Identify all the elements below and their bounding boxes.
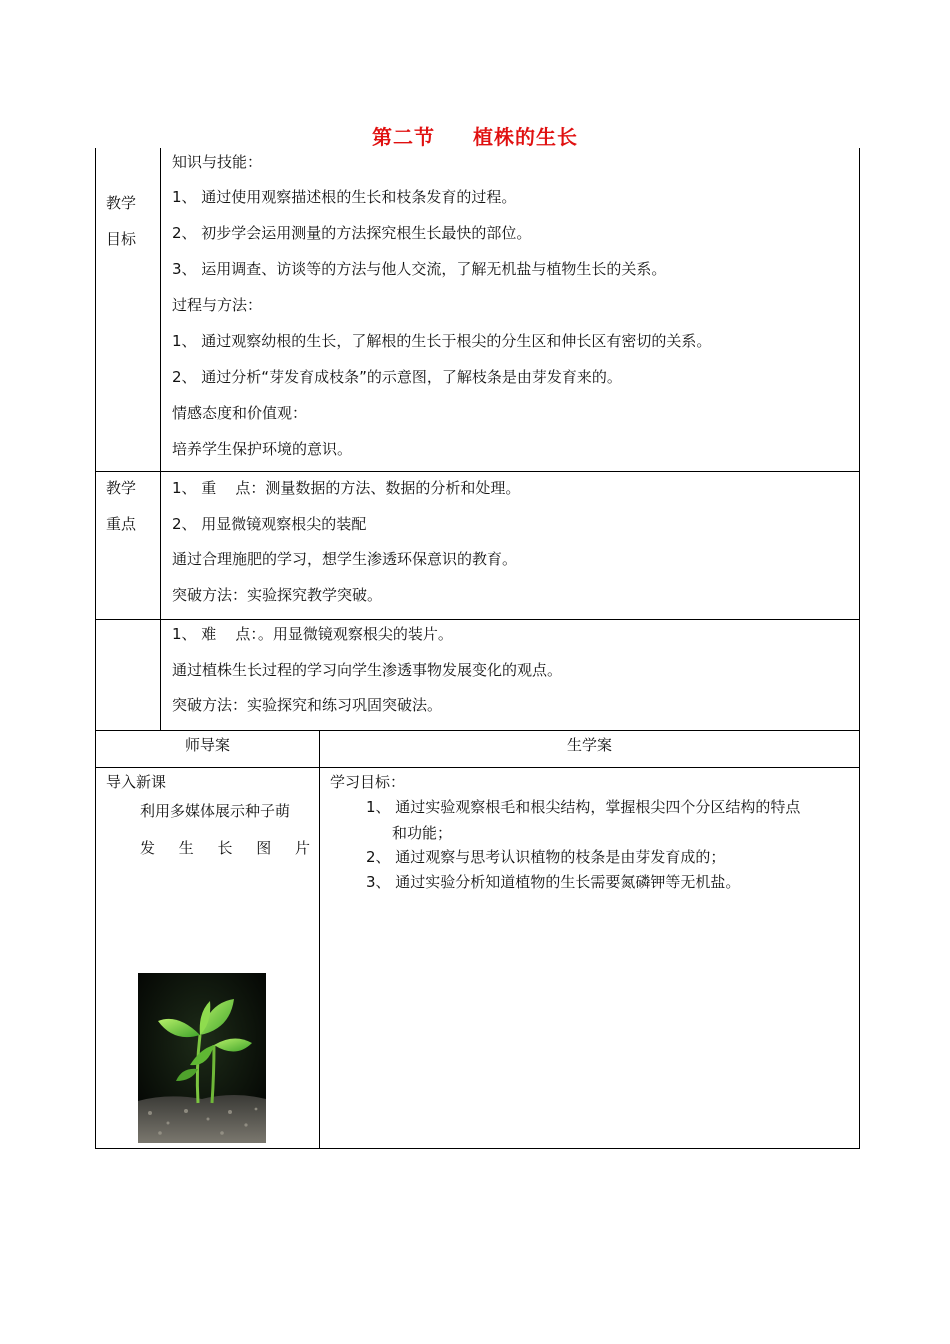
key-points-label-1: 教学 (106, 479, 137, 497)
teacher-text-char: 生 (178, 839, 194, 857)
objectives-label-1: 教学 (106, 194, 137, 212)
objectives-line: 培养学生保护环境的意识。 (172, 440, 353, 458)
key-points-line: 2、 用显微镜观察根尖的装配 (172, 515, 367, 533)
key-points-label-2: 重点 (106, 515, 137, 533)
bottom-column-divider (319, 730, 320, 1149)
objectives-line: 3、 运用调查、访谈等的方法与他人交流，了解无机盐与植物生长的关系。 (172, 260, 667, 278)
table-border-bottom (95, 1148, 860, 1149)
seedling-image (138, 973, 266, 1143)
teacher-text-char: 长 (217, 839, 233, 857)
table-border-right (859, 148, 860, 1149)
teacher-column-header: 师导案 (184, 736, 230, 754)
teacher-text-char: 图 (256, 839, 272, 857)
objectives-line: 2、 通过分析“芽发育成枝条”的示意图，了解枝条是由芽发育来的。 (172, 368, 622, 386)
student-goal-2: 2、 通过观察与思考认识植物的枝条是由芽发育成的； (366, 848, 726, 866)
teacher-text-line2 (140, 838, 310, 858)
title-section: 第二节 (372, 125, 435, 149)
key-points-line: 通过合理施肥的学习，想学生渗透环保意识的教育。 (172, 550, 518, 568)
teacher-text-line1: 利用多媒体展示种子萌 (140, 802, 291, 820)
difficulties-line: 通过植株生长过程的学习向学生渗透事物发展变化的观点。 (172, 661, 563, 679)
student-column-header: 生学案 (566, 736, 612, 754)
objectives-label-2: 目标 (106, 230, 137, 248)
key-points-line: 1、 重 点：测量数据的方法、数据的分析和处理。 (172, 479, 521, 497)
difficulties-line: 突破方法：实验探究和练习巩固突破法。 (172, 696, 443, 714)
title-topic: 植株的生长 (473, 125, 578, 149)
objectives-line: 知识与技能： (172, 153, 263, 171)
teacher-text-char: 发 (140, 839, 156, 857)
key-points-line: 突破方法：实验探究教学突破。 (172, 586, 383, 604)
row-divider-2 (95, 619, 860, 620)
objectives-line: 2、 初步学会运用测量的方法探究根生长最快的部位。 (172, 224, 532, 242)
row-divider-3 (95, 730, 860, 731)
difficulties-line: 1、 难 点：。用显微镜观察根尖的装片。 (172, 625, 453, 643)
teacher-text-char: 片 (294, 839, 310, 857)
row-divider-1 (95, 471, 860, 472)
row-divider-4 (95, 767, 860, 768)
student-goal-1-cont: 和功能； (392, 824, 453, 842)
objectives-line: 情感态度和价值观： (172, 404, 308, 422)
page-title (0, 121, 950, 150)
label-column-divider (160, 148, 161, 730)
student-goal-1: 1、 通过实验观察根毛和根尖结构，掌握根尖四个分区结构的特点 (366, 798, 801, 816)
student-goal-3: 3、 通过实验分析知道植物的生长需要氮磷钾等无机盐。 (366, 873, 741, 891)
objectives-line: 过程与方法： (172, 296, 263, 314)
objectives-line: 1、 通过使用观察描述根的生长和枝条发育的过程。 (172, 188, 517, 206)
teacher-intro: 导入新课 (106, 773, 167, 791)
objectives-line: 1、 通过观察幼根的生长，了解根的生长于根尖的分生区和伸长区有密切的关系。 (172, 332, 712, 350)
student-heading: 学习目标： (330, 773, 406, 791)
table-border-left (95, 148, 96, 1149)
